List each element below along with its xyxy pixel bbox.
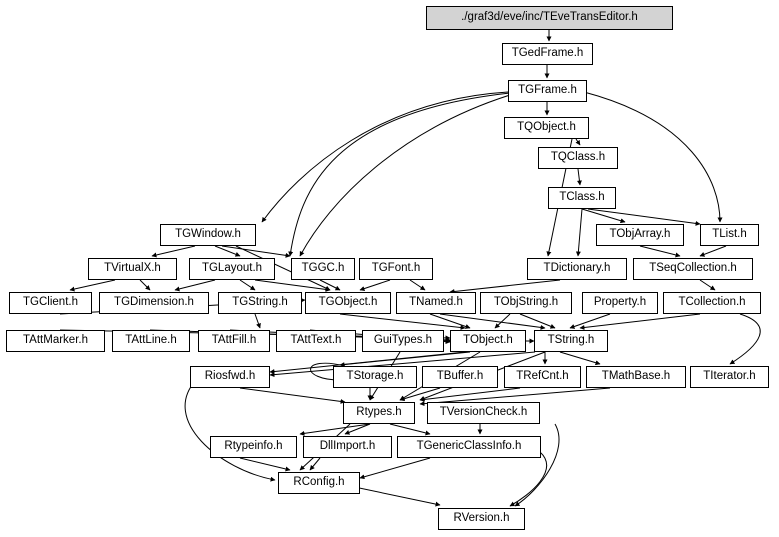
graph-node-tgobject[interactable]	[305, 292, 391, 314]
node-label: TStorage.h	[346, 370, 404, 383]
node-label: TIterator.h	[703, 370, 756, 383]
node-label: TGFrame.h	[518, 84, 577, 97]
graph-node-tbuffer[interactable]	[422, 366, 498, 388]
node-label: TObject.h	[463, 334, 513, 347]
node-label: GuiTypes.h	[373, 334, 433, 347]
graph-node-tobjarray[interactable]	[596, 224, 684, 246]
node-label: TGedFrame.h	[511, 47, 584, 60]
graph-node-tgframe[interactable]	[508, 80, 587, 102]
node-label: TObjString.h	[493, 296, 559, 309]
graph-node-tlist[interactable]	[700, 224, 759, 246]
graph-node-titerator[interactable]	[690, 366, 769, 388]
node-label: TGObject.h	[318, 296, 378, 309]
graph-node-tversioncheck[interactable]	[427, 402, 540, 424]
graph-node-root[interactable]	[426, 6, 673, 30]
node-label: TGenericClassInfo.h	[416, 440, 522, 453]
node-label: TGClient.h	[23, 296, 78, 309]
node-label: ./graf3d/eve/inc/TEveTransEditor.h	[461, 11, 638, 24]
graph-node-tgwindow[interactable]	[160, 224, 256, 246]
node-label: TSeqCollection.h	[649, 262, 737, 275]
graph-node-rtypes[interactable]	[343, 402, 415, 424]
node-label: TObjArray.h	[609, 228, 671, 241]
node-label: Rtypes.h	[356, 406, 402, 419]
node-label: TAttFill.h	[211, 334, 257, 347]
node-label: TAttLine.h	[125, 334, 177, 347]
node-label: TClass.h	[559, 191, 605, 204]
graph-node-tgdimension[interactable]	[99, 292, 209, 314]
node-label: TVersionCheck.h	[439, 406, 528, 419]
graph-node-tgstring[interactable]	[218, 292, 302, 314]
node-label: DllImport.h	[319, 440, 376, 453]
node-label: TNamed.h	[409, 296, 463, 309]
node-label: TDictionary.h	[543, 262, 611, 275]
graph-node-tnamed[interactable]	[396, 292, 476, 314]
graph-node-property[interactable]	[582, 292, 658, 314]
graph-node-tvirtualx[interactable]	[88, 258, 177, 280]
node-label: TGDimension.h	[114, 296, 194, 309]
graph-node-dllimport[interactable]	[303, 436, 392, 458]
graph-node-tatttext[interactable]	[276, 330, 356, 352]
node-label: TGLayout.h	[201, 262, 263, 275]
graph-node-guitypes[interactable]	[362, 330, 444, 352]
graph-node-rtypeinfo[interactable]	[210, 436, 297, 458]
graph-node-tmathbase[interactable]	[586, 366, 686, 388]
node-label: TMathBase.h	[601, 370, 671, 383]
node-label: TCollection.h	[678, 296, 746, 309]
graph-node-trefcnt[interactable]	[504, 366, 581, 388]
graph-node-tglayout[interactable]	[189, 258, 275, 280]
graph-node-tcollection[interactable]	[663, 292, 761, 314]
graph-node-riosfwd[interactable]	[190, 366, 270, 388]
graph-node-tattmarker[interactable]	[6, 330, 105, 352]
node-label: TAttMarker.h	[23, 334, 88, 347]
graph-node-tattfill[interactable]	[198, 330, 270, 352]
graph-node-tclass[interactable]	[548, 187, 616, 209]
graph-node-tqobject[interactable]	[504, 117, 589, 139]
node-label: TGGC.h	[301, 262, 345, 275]
graph-node-tseqcollection[interactable]	[633, 258, 753, 280]
graph-node-tqclass[interactable]	[538, 147, 618, 169]
node-label: TGString.h	[232, 296, 288, 309]
graph-node-tggc[interactable]	[291, 258, 355, 280]
node-label: Property.h	[593, 296, 647, 309]
graph-node-tattline[interactable]	[112, 330, 190, 352]
graph-node-tstorage[interactable]	[333, 366, 417, 388]
node-label: TGWindow.h	[175, 228, 241, 241]
graph-node-tgenericclassinfo[interactable]	[397, 436, 541, 458]
node-label: TList.h	[712, 228, 747, 241]
node-label: TQClass.h	[550, 151, 606, 164]
graph-node-tgclient[interactable]	[9, 292, 92, 314]
node-label: TGFont.h	[371, 262, 421, 275]
graph-node-tgedframe[interactable]	[502, 43, 593, 65]
graph-node-tstring[interactable]	[534, 330, 608, 352]
graph-node-rconfig[interactable]	[278, 472, 360, 494]
graph-node-tdictionary[interactable]	[527, 258, 627, 280]
node-label: TBuffer.h	[436, 370, 484, 383]
node-label: TVirtualX.h	[104, 262, 161, 275]
node-label: Riosfwd.h	[204, 370, 256, 383]
graph-node-tobjstring[interactable]	[480, 292, 572, 314]
graph-node-tgfont[interactable]	[359, 258, 433, 280]
graph-node-rversion[interactable]	[438, 508, 525, 530]
node-label: Rtypeinfo.h	[224, 440, 283, 453]
node-label: RConfig.h	[293, 476, 345, 489]
node-label: RVersion.h	[453, 512, 510, 525]
node-label: TQObject.h	[517, 121, 576, 134]
graph-node-tobject[interactable]	[450, 330, 526, 352]
node-label: TString.h	[547, 334, 595, 347]
node-label: TRefCnt.h	[516, 370, 569, 383]
node-label: TAttText.h	[290, 334, 342, 347]
